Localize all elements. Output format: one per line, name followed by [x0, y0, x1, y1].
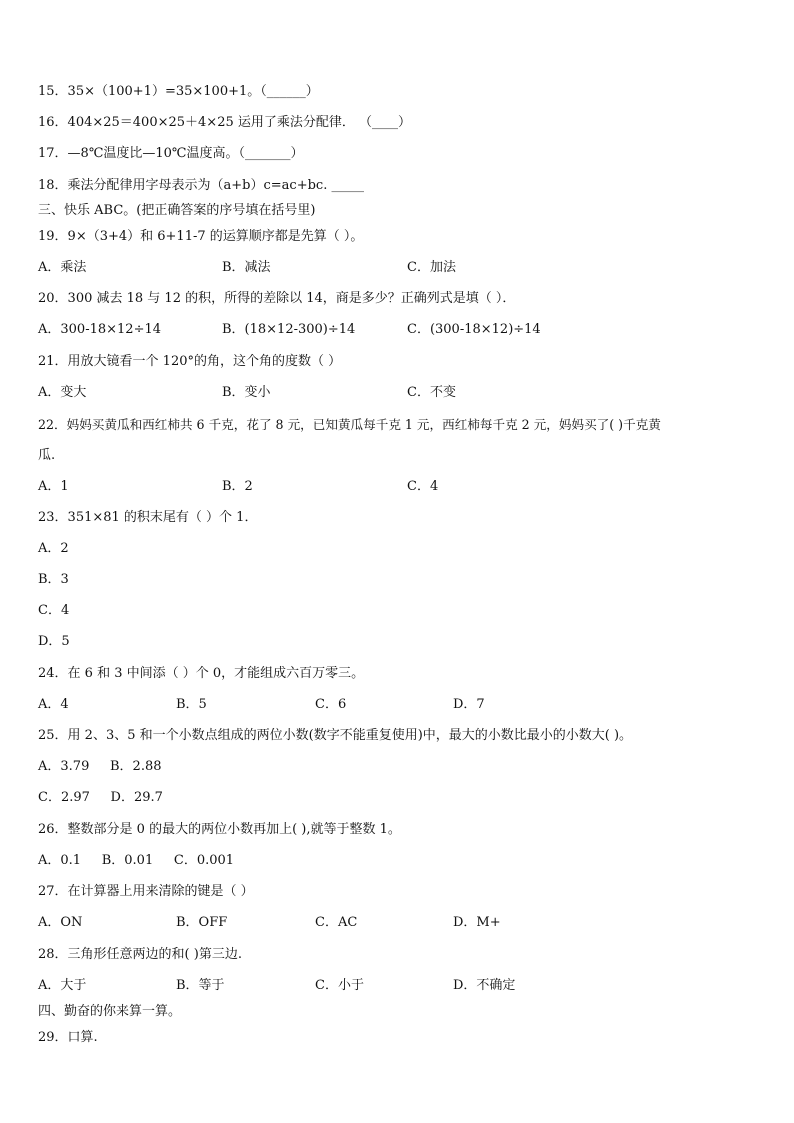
q23-option-a: A．2: [38, 541, 69, 556]
q24-option-b: B．5: [176, 697, 207, 712]
q22-option-b: B．2: [222, 479, 253, 494]
q29: 29．口算.: [38, 1030, 98, 1045]
q21-option-c: C．不变: [407, 385, 456, 400]
q24-option-d: D．7: [453, 697, 485, 712]
q20-option-b: B．(18×12-300)÷14: [222, 322, 356, 337]
q27: 27．在计算器上用来清除的键是（ ）: [38, 884, 254, 899]
q20-option-a: A．300-18×12÷14: [38, 322, 162, 337]
q28: 28．三角形任意两边的和( )第三边.: [38, 947, 242, 962]
section-3-heading: 三、快乐 ABC。(把正确答案的序号填在括号里): [38, 203, 316, 218]
q22-line-1: 22．妈妈买黄瓜和西红柿共 6 千克，花了 8 元，已知黄瓜每千克 1 元，西红柿每千克 2 元，妈妈买了( )千克黄: [38, 417, 661, 432]
q28-option-a: A．大于: [38, 978, 87, 993]
q27-option-c: C．AC: [315, 915, 358, 930]
q21-option-b: B．变小: [222, 385, 271, 400]
q24: 24．在 6 和 3 中间添（ ）个 0，才能组成六百万零三。: [38, 666, 365, 681]
q20-option-c: C．(300-18×12)÷14: [407, 322, 541, 337]
q15: 15．35×（100+1）=35×100+1。（______）: [38, 84, 319, 99]
q25-options-cd: C．2.97 D．29.7: [38, 790, 163, 805]
q25: 25．用 2、3、5 和一个小数点组成的两位小数(数字不能重复使用)中，最大的小数比最小的小数大( )。: [38, 728, 633, 743]
q22-option-a: A．1: [38, 479, 69, 494]
q21: 21．用放大镜看一个 120°的角，这个角的度数（ ）: [38, 354, 342, 369]
q18: 18．乘法分配律用字母表示为（a+b）c=ac+bc. _____: [38, 178, 364, 193]
q28-option-c: C．小于: [315, 978, 364, 993]
q25-options-ab: A．3.79 B．2.88: [38, 759, 162, 774]
q22-line-2: 瓜.: [38, 448, 56, 463]
q19: 19．9×（3+4）和 6+11-7 的运算顺序都是先算（ ）。: [38, 229, 364, 244]
q23-option-c: C．4: [38, 603, 70, 618]
q27-option-b: B．OFF: [176, 915, 228, 930]
q24-option-a: A．4: [38, 697, 69, 712]
q26: 26．整数部分是 0 的最大的两位小数再加上( ),就等于整数 1。: [38, 822, 401, 837]
q23-option-b: B．3: [38, 572, 69, 587]
q27-option-a: A．ON: [38, 915, 83, 930]
q19-option-c: C．加法: [407, 260, 456, 275]
q17: 17．—8℃温度比—10℃温度高。（_______）: [38, 146, 304, 161]
q23-option-d: D．5: [38, 634, 70, 649]
q19-option-b: B．减法: [222, 260, 271, 275]
q23: 23．351×81 的积末尾有（ ）个 1．: [38, 510, 258, 525]
q26-options: A．0.1 B．0.01 C．0.001: [38, 853, 235, 868]
q19-option-a: A．乘法: [38, 260, 87, 275]
section-4-heading: 四、勤奋的你来算一算。: [38, 1004, 182, 1019]
q16: 16．404×25＝400×25＋4×25 运用了乘法分配律． （____）: [38, 115, 412, 130]
q28-option-d: D．不确定: [453, 978, 516, 993]
q22-option-c: C．4: [407, 479, 439, 494]
q27-option-d: D．M+: [453, 915, 501, 930]
q28-option-b: B．等于: [176, 978, 225, 993]
q21-option-a: A．变大: [38, 385, 87, 400]
q20: 20．300 减去 18 与 12 的积，所得的差除以 14，商是多少？正确列式是填（ ）．: [38, 291, 516, 306]
q24-option-c: C．6: [315, 697, 347, 712]
